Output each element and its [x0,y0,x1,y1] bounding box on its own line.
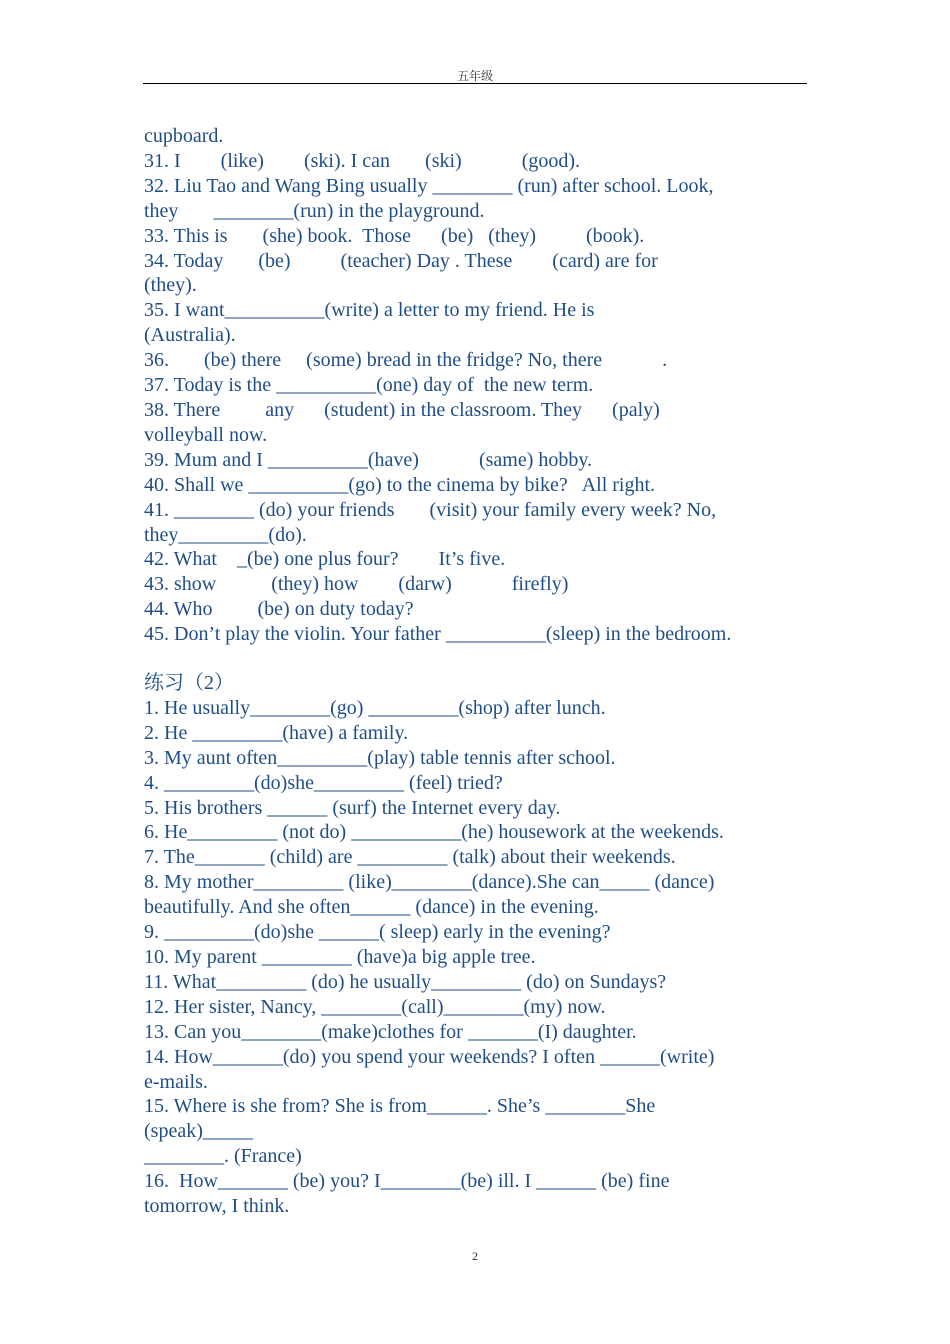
exercise-line: 37. Today is the __________(one) day of the new term. [144,374,594,397]
exercise-line: beautifully. And she often______ (dance) in the evening. [144,896,599,919]
exercise-part-1 [144,124,814,647]
exercise-line: (speak)_____ [144,1120,253,1143]
exercise-line: 9. _________(do)she ______( sleep) early in the evening? [144,921,611,944]
page-number: 2 [472,1249,478,1263]
exercise-line: 32. Liu Tao and Wang Bing usually ________ (run) after school. Look, [144,174,714,197]
exercise-line: 40. Shall we __________(go) to the cinema by bike? All right. [144,473,656,496]
exercise-line: 5. His brothers ______ (surf) the Internet every day. [144,796,561,819]
exercise-line: 43. show (they) how (darw) firefly) [144,573,569,596]
exercise-line: 36. (be) there (some) bread in the fridge? No, there . [144,349,668,372]
exercise-line: (they). [144,274,197,297]
exercise-line: 33. This is (she) book. Those (be) (they) (book). [144,224,645,247]
exercise-line: e-mails. [144,1070,208,1093]
exercise-line: 38. There any (student) in the classroom. They (paly) [144,398,660,421]
exercise-line: 39. Mum and I __________(have) (same) hobby. [144,448,593,471]
exercise-line: 34. Today (be) (teacher) Day . These (card) are for [144,249,658,272]
section-title: 练习（2） [144,672,234,695]
exercise-line: volleyball now. [144,423,268,446]
header-divider [143,83,807,84]
exercise-line: 2. He _________(have) a family. [144,721,409,744]
exercise-line: 1. He usually________(go) _________(shop) after lunch. [144,696,606,719]
exercise-line: 11. What_________ (do) he usually_________ (do) on Sundays? [144,970,667,993]
exercise-line: 44. Who (be) on duty today? [144,598,414,621]
exercise-line: 8. My mother_________ (like)________(dance).She can_____ (dance) [144,871,715,894]
exercise-line: 10. My parent _________ (have)a big apple tree. [144,946,536,968]
exercise-line: 14. How_______(do) you spend your weekends? I often ______(write) [144,1045,715,1068]
worksheet-content [144,124,814,1219]
exercise-line: 13. Can you________(make)clothes for _______(I) daughter. [144,1020,637,1043]
exercise-line: 7. The_______ (child) are _________ (talk) about their weekends. [144,846,676,869]
exercise-line: 31. I (like) (ski). I can (ski) (good). [144,149,581,172]
exercise-line: cupboard. [144,125,224,147]
exercise-part-2 [144,696,814,1219]
exercise-line: 42. What _(be) one plus four? It’s five. [144,548,506,571]
exercise-line: 12. Her sister, Nancy, ________(call)________(my) now. [144,995,606,1018]
exercise-line: 16. How_______ (be) you? I________(be) ill. I ______ (be) fine [144,1170,670,1193]
exercise-line: (Australia). [144,324,236,347]
exercise-line: 35. I want__________(write) a letter to my friend. He is [144,299,595,322]
exercise-line: ________. (France) [144,1145,302,1168]
page-header: 五年级 [456,69,493,83]
exercise-line: 45. Don’t play the violin. Your father __________(sleep) in the bedroom. [144,623,732,646]
exercise-line: 41. ________ (do) your friends (visit) your family every week? No, [144,498,717,521]
exercise-line: they ________(run) in the playground. [144,199,485,222]
exercise-line: 6. He_________ (not do) ___________(he) housework at the weekends. [144,821,724,844]
exercise-line: 3. My aunt often_________(play) table tennis after school. [144,746,616,769]
exercise-line: 15. Where is she from? She is from______. She’s ________She [144,1095,656,1118]
exercise-line: 4. _________(do)she_________ (feel) tried? [144,771,503,794]
exercise-line: tomorrow, I think. [144,1195,290,1218]
exercise-line: they_________(do). [144,523,307,546]
